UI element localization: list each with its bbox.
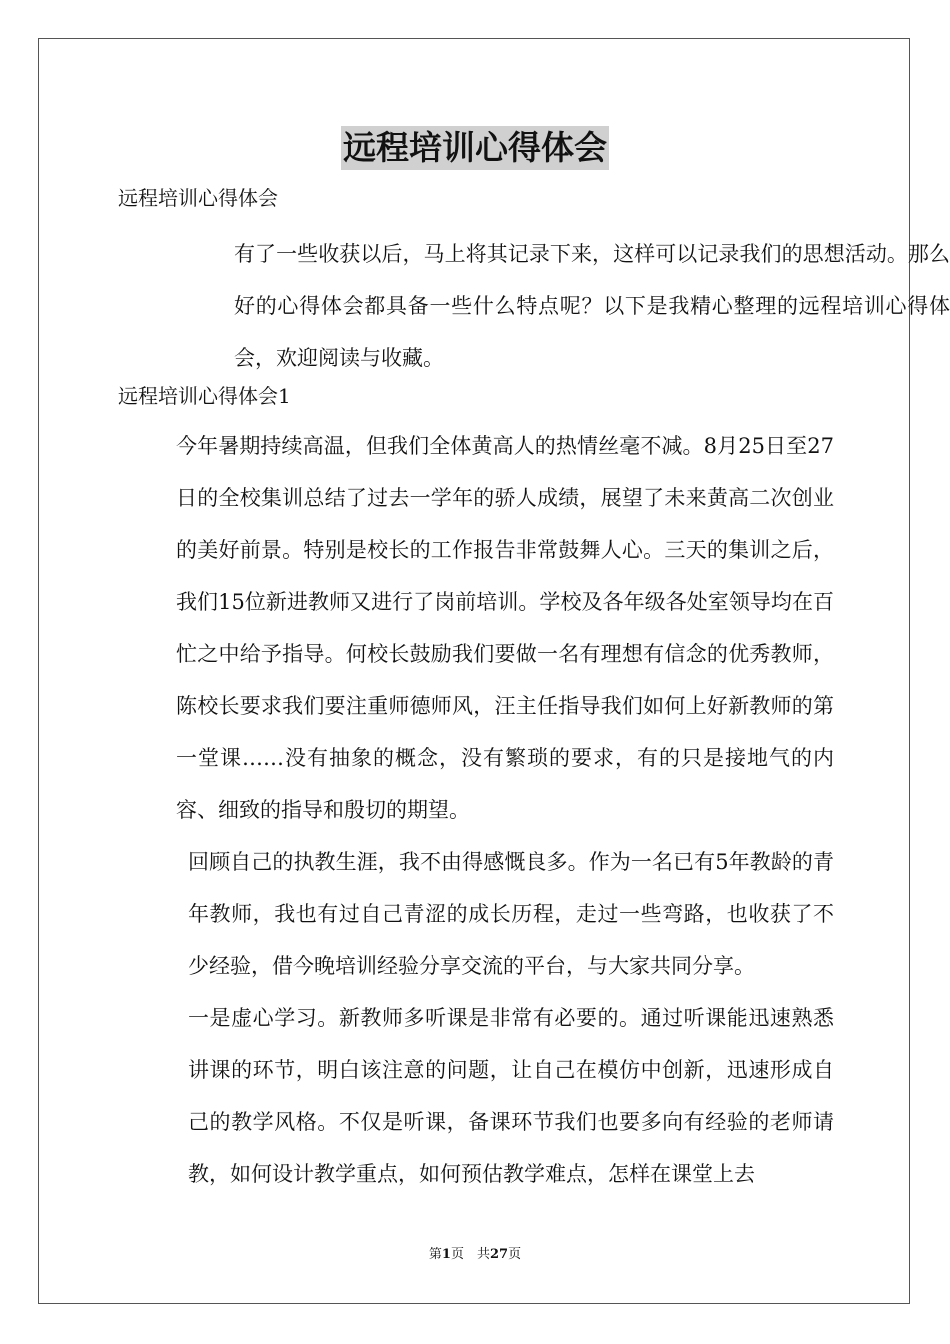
intro-paragraph: 有了一些收获以后，马上将其记录下来，这样可以记录我们的思想活动。那么好的心得体会都具备一些什么特点呢？以下是我精心整理的远程培训心得体会，欢迎阅读与收藏。 [234, 242, 950, 370]
footer-mid: 页 共 [450, 1247, 490, 1262]
footer-prefix: 第 [428, 1247, 442, 1262]
section-heading: 远程培训心得体会1 [118, 384, 291, 408]
section-body [118, 420, 834, 1200]
footer-total-pages: 27 [489, 1247, 509, 1262]
footer-page-number: 1 [441, 1247, 451, 1262]
body-paragraph-3: 一是虚心学习。新教师多听课是非常有必要的。通过听课能迅速熟悉讲课的环节，明白该注意的问题，让自己在模仿中创新，迅速形成自己的教学风格。不仅是听课，备课环节我们也要多向有经验的老师请教，如何设计教学重点，如何预估教学难点，怎样在课堂上去 [188, 1006, 834, 1186]
title-container [0, 126, 950, 170]
page-footer [0, 1246, 950, 1264]
document-title: 远程培训心得体会 [341, 126, 609, 170]
footer-suffix: 页 [508, 1247, 522, 1262]
body-paragraph-1: 今年暑期持续高温，但我们全体黄高人的热情丝毫不减。8月25日至27日的全校集训总结了过去一学年的骄人成绩，展望了未来黄高二次创业的美好前景。特别是校长的工作报告非常鼓舞人心。三天的集训之后，我们15位新进教师又进行了岗前培训。学校及各年级各处室领导均在百忙之中给予指导。何校长鼓励我们要做一名有理想有信念的优秀教师，陈校长要求我们要注重师德师风，汪主任指导我们如何上好新教师的第一堂课……没有抽象的概念，没有繁琐的要求，有的只是接地气的内容、细致的指导和殷切的期望。 [176, 434, 834, 822]
body-paragraph-2: 回顾自己的执教生涯，我不由得感慨良多。作为一名已有5年教龄的青年教师，我也有过自己青涩的成长历程，走过一些弯路，也收获了不少经验，借今晚培训经验分享交流的平台，与大家共同分享。 [188, 850, 834, 978]
document-subtitle: 远程培训心得体会 [118, 186, 278, 210]
